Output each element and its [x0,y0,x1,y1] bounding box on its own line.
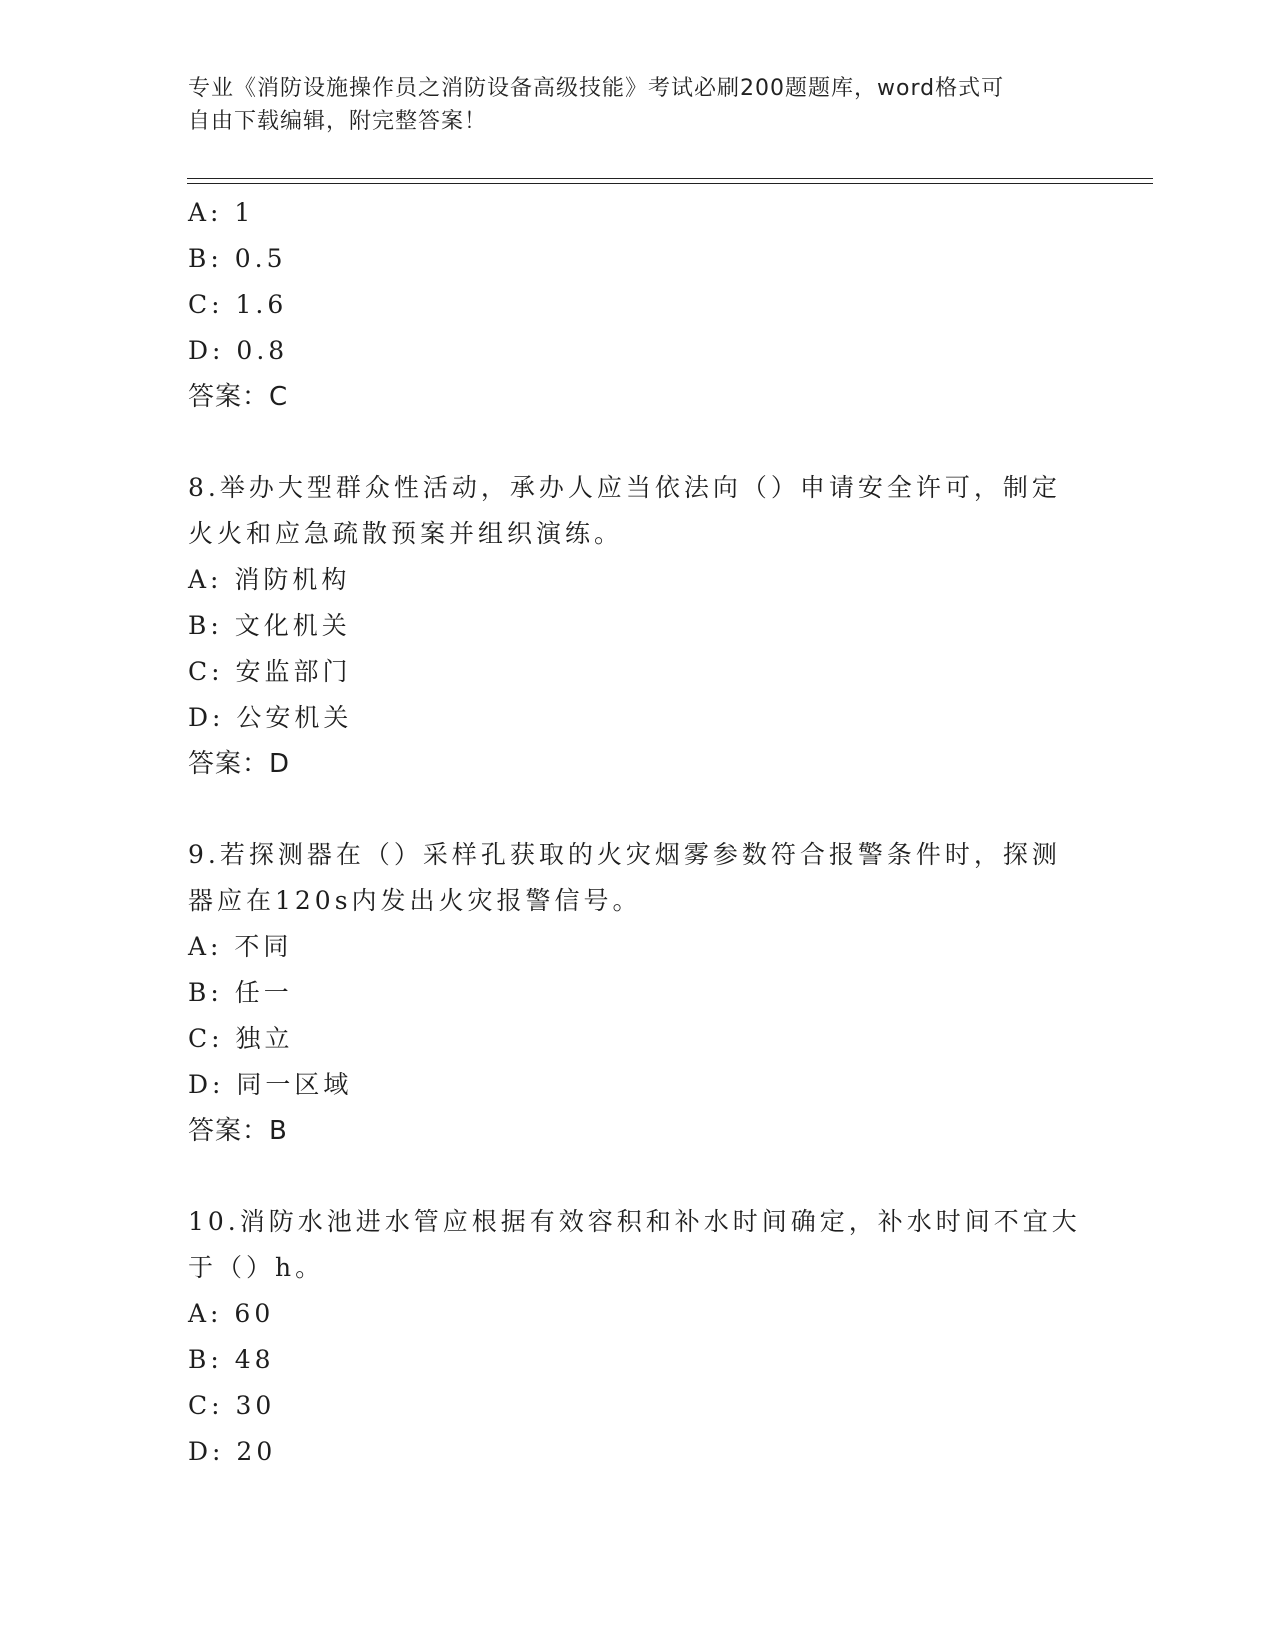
answer-line: 答案：D [188,749,291,779]
option-d: D: 20 [188,1437,277,1466]
option-a: A: 1 [188,198,255,227]
answer-line: 答案：B [188,1116,288,1146]
option-b: B: 0.5 [188,244,287,273]
question-stem-line: 于（）h。 [188,1253,325,1282]
option-d: D: 公安机关 [188,703,353,732]
question-stem-line: 10.消防水池进水管应根据有效容积和补水时间确定，补水时间不宜大 [188,1207,1081,1236]
option-d: D: 同一区域 [188,1070,353,1099]
option-b: B: 48 [188,1345,275,1374]
header-line-2: 自由下载编辑，附完整答案！ [188,109,488,134]
option-c: C: 1.6 [188,290,288,319]
option-a: A: 消防机构 [188,565,351,594]
header-divider-bottom [187,183,1153,184]
header-line-1: 专业《消防设施操作员之消防设备高级技能》考试必刷200题题库，word格式可 [188,76,1005,101]
question-list [188,190,1088,1475]
question-7-continued [188,190,1088,420]
question-8 [188,465,1088,787]
question-9 [188,832,1088,1154]
spacer [188,420,1088,465]
option-c: C: 30 [188,1391,276,1420]
option-d: D: 0.8 [188,336,289,365]
spacer [188,1154,1088,1199]
document-header [188,72,1068,138]
spacer [188,787,1088,832]
question-stem-line: 9.若探测器在（）采样孔获取的火灾烟雾参数符合报警条件时，探测 [188,840,1061,869]
option-a: A: 不同 [188,932,293,961]
option-c: C: 独立 [188,1024,294,1053]
question-10 [188,1199,1088,1475]
option-b: B: 任一 [188,978,293,1007]
question-stem-line: 8.举办大型群众性活动，承办人应当依法向（）申请安全许可，制定 [188,473,1061,502]
question-stem-line: 火火和应急疏散预案并组织演练。 [188,519,624,548]
option-b: B: 文化机关 [188,611,351,640]
option-c: C: 安监部门 [188,657,352,686]
answer-line: 答案：C [188,382,289,412]
option-a: A: 60 [188,1299,275,1328]
header-divider-top [187,178,1153,179]
question-stem-line: 器应在120s内发出火灾报警信号。 [188,886,642,915]
